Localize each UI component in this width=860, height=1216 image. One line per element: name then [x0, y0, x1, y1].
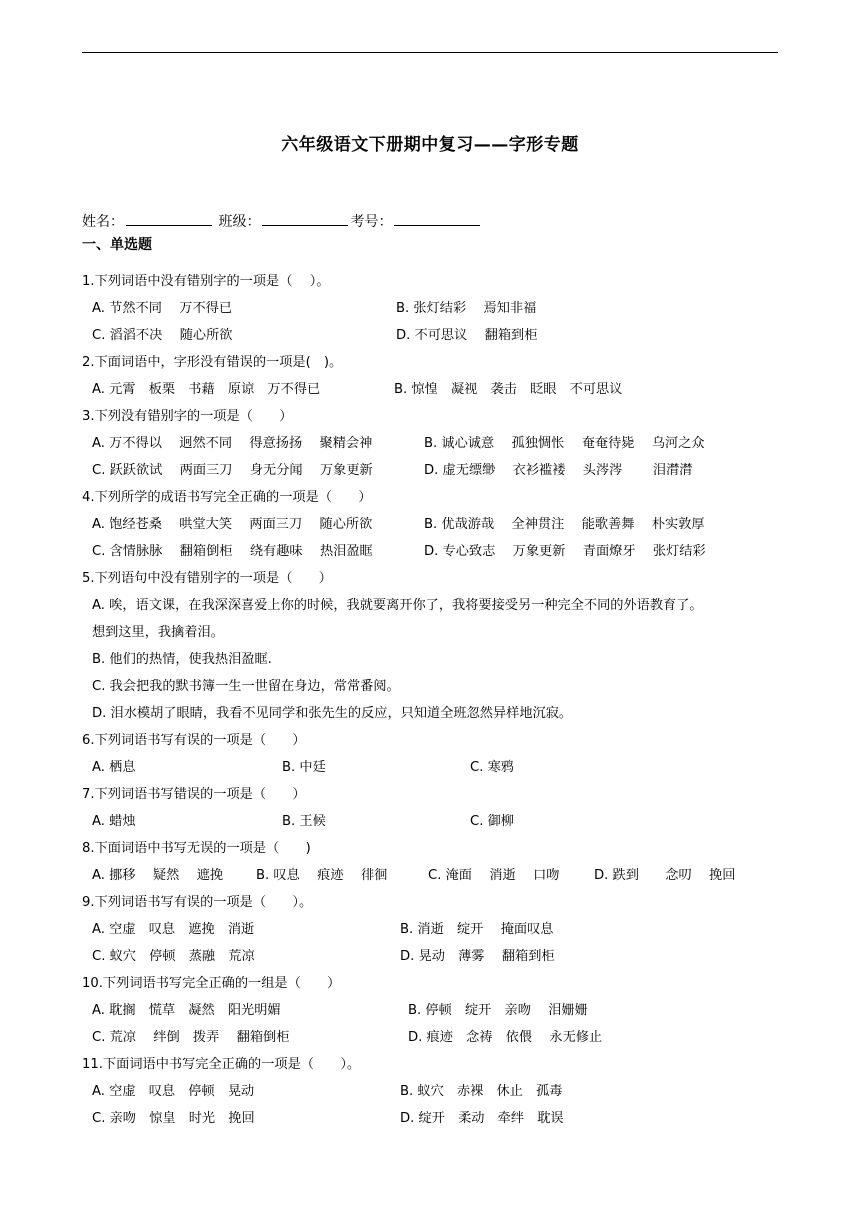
question-stem: 6.下列词语书写有误的一项是（ ）: [82, 733, 306, 748]
question-stem: 10.下列词语书写完全正确的一组是（ ）: [82, 976, 341, 991]
option-a: A. 万不得以 迥然不同 得意扬扬 聚精会神: [92, 436, 373, 451]
question-stem: 1.下列词语中没有错别字的一项是（ ）。: [82, 274, 330, 289]
question-stem: 3.下列没有错别字的一项是（ ）: [82, 409, 293, 424]
option-d: D. 不可思议 翻箱到柜: [396, 328, 538, 343]
question-stem: 2.下面词语中，字形没有错误的一项是( )。: [82, 355, 343, 370]
option-b: B. 叹息 痕迹 徘徊: [256, 868, 388, 883]
option-d: D. 跌到 念叨 挽回: [594, 868, 736, 883]
option-b: B. 停顿 绽开 亲吻 泪姗姗: [408, 1003, 588, 1018]
question-stem: 7.下列词语书写错误的一项是（ ）: [82, 787, 306, 802]
class-label: 班级：: [218, 214, 261, 230]
option-c: C. 蚁穴 停顿 蒸融 荒凉: [92, 949, 255, 964]
option-b: B. 诚心诚意 孤独惆怅 奄奄待毙 乌河之众: [424, 436, 705, 451]
option-d: D. 泪水模胡了眼睛，我看不见同学和张先生的反应，只知道全班忽然异样地沉寂。: [92, 706, 573, 721]
student-info-line: [82, 210, 482, 231]
option-b: B. 消逝 绽开 掩面叹息: [400, 922, 554, 937]
option-a: A. 元霄 板栗 书藉 原谅 万不得已: [92, 382, 321, 397]
option-a: A. 空虚 叹息 停顿 晃动: [92, 1084, 255, 1099]
question-stem: 5.下列语句中没有错别字的一项是（ ）: [82, 571, 332, 586]
class-blank[interactable]: [262, 210, 348, 226]
option-d: D. 痕迹 念祷 依偎 永无修止: [408, 1030, 603, 1045]
page-title: 六年级语文下册期中复习——字形专题: [281, 135, 579, 155]
option-a: A. 蜡烛: [92, 814, 136, 829]
section-heading: 一、单选题: [82, 237, 152, 253]
option-b: B. 他们的热情，使我热泪盈眶.: [92, 652, 272, 667]
question-stem: 9.下列词语书写有误的一项是（ ）。: [82, 895, 313, 910]
number-label: 考号：: [350, 214, 393, 230]
question-stem: 11.下面词语中书写完全正确的一项是（ ）。: [82, 1057, 361, 1072]
option-a: A. 耽搁 慌草 凝然 阳光明媚: [92, 1003, 281, 1018]
option-b: B. 中廷: [282, 760, 326, 775]
option-a: A. 唉，语文课，在我深深喜爱上你的时候，我就要离开你了，我将要接受另一种完全不同的外语教育了。: [92, 598, 703, 613]
option-a: A. 栖息: [92, 760, 136, 775]
option-a: A. 饱经苍桑 哄堂大笑 两面三刀 随心所欲: [92, 517, 373, 532]
number-blank[interactable]: [394, 210, 480, 226]
question-stem: 8.下面词语中书写无误的一项是（ ): [82, 841, 311, 856]
name-blank[interactable]: [126, 210, 212, 226]
option-c: C. 寒鸦: [470, 760, 514, 775]
option-d: D. 专心致志 万象更新 青面燎牙 张灯结彩: [424, 544, 706, 559]
option-a: A. 空虚 叹息 遮挽 消逝: [92, 922, 255, 937]
question-stem: 4.下列所学的成语书写完全正确的一项是（ ）: [82, 490, 372, 505]
option-a: A. 节然不同 万不得已: [92, 301, 233, 316]
option-b: B. 王候: [282, 814, 326, 829]
option-c: C. 跃跃欲试 两面三刀 身无分闻 万象更新: [92, 463, 373, 478]
option-a: A. 挪移 疑然 遮挽: [92, 868, 224, 883]
option-c: C. 亲吻 惊皇 时光 挽回: [92, 1111, 255, 1126]
option-c: C. 淹面 消逝 口吻: [428, 868, 560, 883]
option-b: B. 张灯结彩 焉知非福: [396, 301, 537, 316]
option-c: C. 御柳: [470, 814, 514, 829]
header-rule: [82, 52, 778, 53]
option-b: B. 蚁穴 赤裸 休止 孤毒: [400, 1084, 563, 1099]
name-label: 姓名：: [82, 214, 124, 230]
option-c: C. 含情脉脉 翻箱倒柜 绕有趣味 热泪盈眶: [92, 544, 373, 559]
option-b: B. 优哉游哉 全神贯注 能歌善舞 朴实敦厚: [424, 517, 705, 532]
option-d: D. 晃动 薄雾 翻箱到柜: [400, 949, 555, 964]
option-c: C. 我会把我的默书簿一生一世留在身边，常常番阅。: [92, 679, 400, 694]
option-c: C. 滔滔不决 随心所欲: [92, 328, 233, 343]
option-d: D. 绽开 柔动 牵绊 耽误: [400, 1111, 564, 1126]
option-c: C. 荒凉 绊倒 拨弄 翻箱倒柜: [92, 1030, 290, 1045]
option-b: B. 惊惶 凝视 袭击 眨眼 不可思议: [394, 382, 623, 397]
option-a-continued: 想到这里，我擒着泪。: [92, 625, 224, 640]
option-d: D. 虚无缥缈 衣衫褴褛 头涔涔 泪潸潸: [424, 463, 693, 478]
